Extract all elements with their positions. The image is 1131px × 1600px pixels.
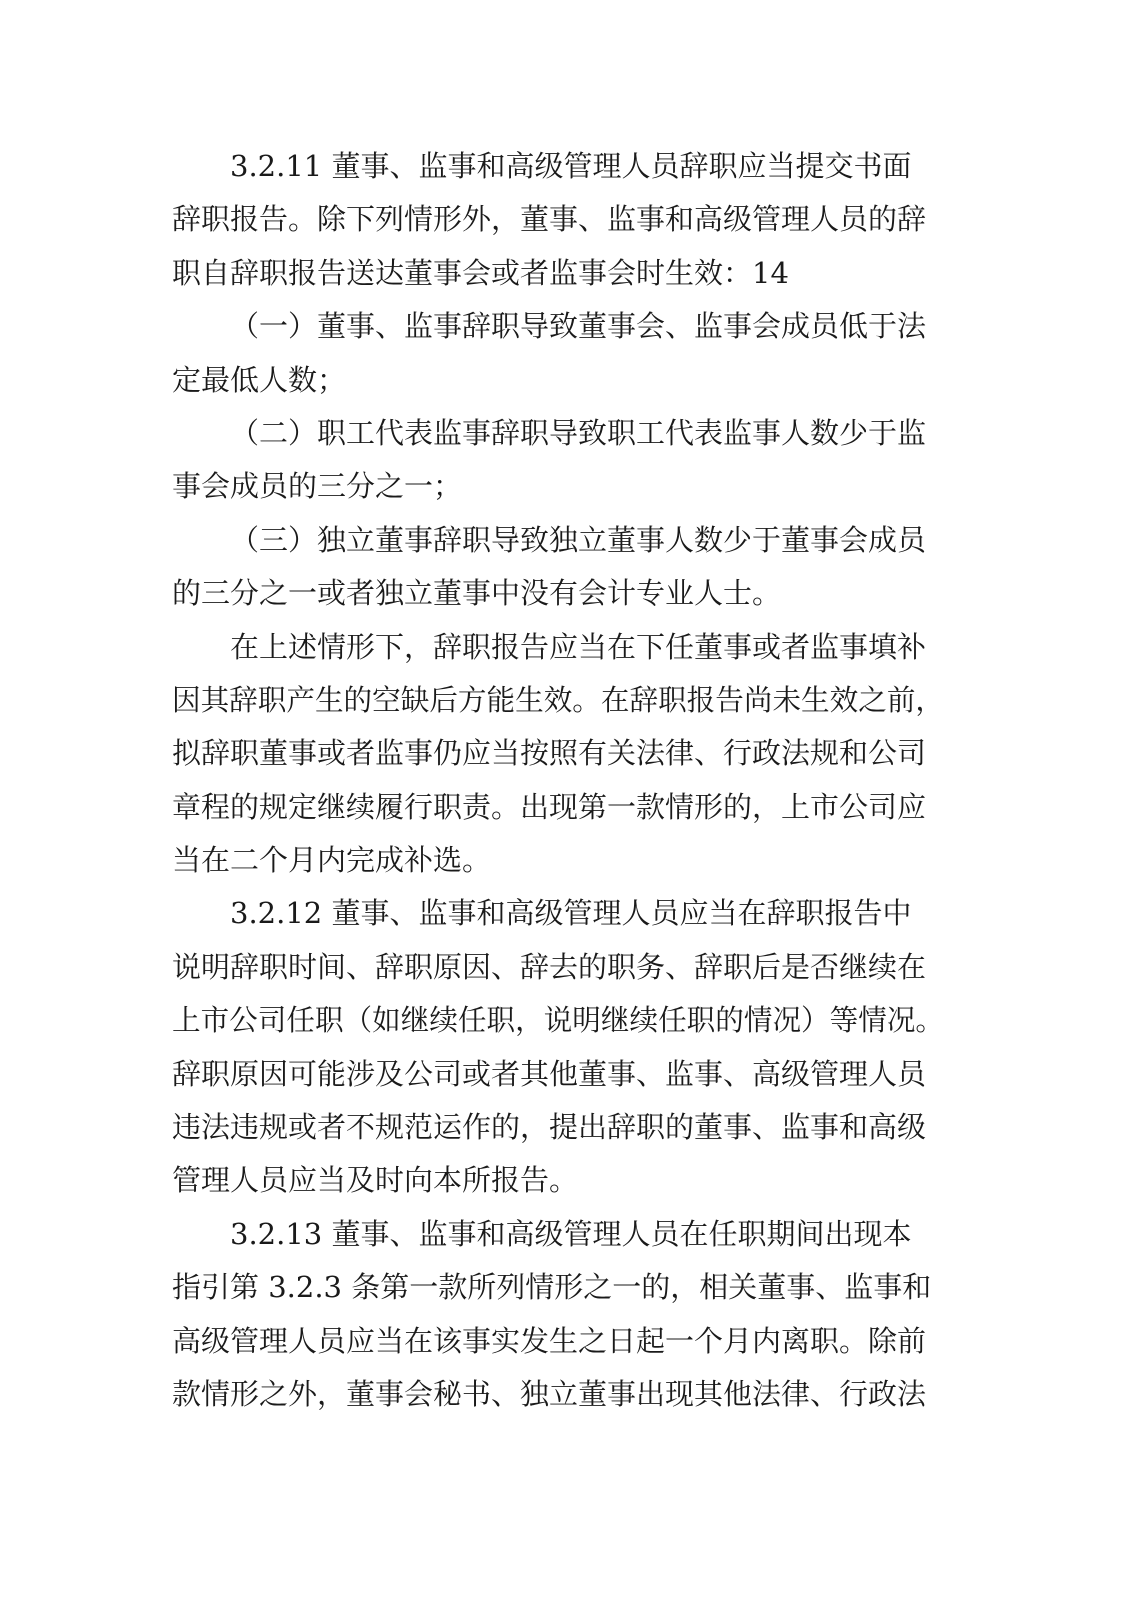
text-line xyxy=(172,247,944,300)
line-text: 说明辞职时间、辞职原因、辞去的职务、辞职后是否继续在 xyxy=(172,949,927,984)
text-line xyxy=(172,300,944,353)
line-text: 当在二个月内完成补选。 xyxy=(172,843,492,878)
text-line xyxy=(172,1101,944,1154)
line-text: 指引第 3.2.3 条第一款所列情形之一的，相关董事、监事和 xyxy=(172,1270,932,1305)
line-text: 3.2.13 董事、监事和高级管理人员在任职期间出现本 xyxy=(230,1216,912,1251)
line-text: 管理人员应当及时向本所报告。 xyxy=(172,1163,579,1198)
line-text: 高级管理人员应当在该事实发生之日起一个月内离职。除前 xyxy=(172,1323,927,1358)
text-line xyxy=(172,994,944,1047)
line-text: （三）独立董事辞职导致独立董事人数少于董事会成员 xyxy=(230,522,927,557)
text-line xyxy=(172,140,944,193)
text-line xyxy=(172,1048,944,1101)
document-body xyxy=(172,140,944,1421)
line-text: 款情形之外，董事会秘书、独立董事出现其他法律、行政法 xyxy=(172,1376,927,1411)
text-line xyxy=(172,407,944,460)
text-line xyxy=(172,1154,944,1207)
text-line xyxy=(172,727,944,780)
line-text: （二）职工代表监事辞职导致职工代表监事人数少于监 xyxy=(230,415,927,450)
line-text: 拟辞职董事或者监事仍应当按照有关法律、行政法规和公司 xyxy=(172,736,927,771)
text-line xyxy=(172,941,944,994)
text-line xyxy=(172,460,944,513)
text-line xyxy=(172,621,944,674)
text-line xyxy=(172,1368,944,1421)
text-line xyxy=(172,514,944,567)
line-text: 在上述情形下，辞职报告应当在下任董事或者监事填补 xyxy=(230,629,927,664)
text-line xyxy=(172,834,944,887)
text-line xyxy=(172,193,944,246)
text-line xyxy=(172,567,944,620)
line-text: 违法违规或者不规范运作的，提出辞职的董事、监事和高级 xyxy=(172,1110,927,1145)
text-line xyxy=(172,781,944,834)
line-text: 的三分之一或者独立董事中没有会计专业人士。 xyxy=(172,576,782,611)
line-text: 职自辞职报告送达董事会或者监事会时生效：14 xyxy=(172,255,789,290)
text-line xyxy=(172,1261,944,1314)
line-text: 3.2.12 董事、监事和高级管理人员应当在辞职报告中 xyxy=(230,896,912,931)
text-line xyxy=(172,674,944,727)
line-text: 事会成员的三分之一； xyxy=(172,469,463,504)
line-text: 章程的规定继续履行职责。出现第一款情形的，上市公司应 xyxy=(172,789,927,824)
line-text: （一）董事、监事辞职导致董事会、监事会成员低于法 xyxy=(230,309,927,344)
line-text: 因其辞职产生的空缺后方能生效。在辞职报告尚未生效之前， xyxy=(172,682,944,717)
line-text: 上市公司任职（如继续任职，说明继续任职的情况）等情况。 xyxy=(172,1003,944,1038)
text-line xyxy=(172,1208,944,1261)
line-text: 定最低人数； xyxy=(172,362,347,397)
line-text: 辞职原因可能涉及公司或者其他董事、监事、高级管理人员 xyxy=(172,1056,927,1091)
line-text: 辞职报告。除下列情形外，董事、监事和高级管理人员的辞 xyxy=(172,202,927,237)
line-text: 3.2.11 董事、监事和高级管理人员辞职应当提交书面 xyxy=(230,149,912,183)
text-line xyxy=(172,887,944,940)
text-line xyxy=(172,354,944,407)
text-line xyxy=(172,1315,944,1368)
